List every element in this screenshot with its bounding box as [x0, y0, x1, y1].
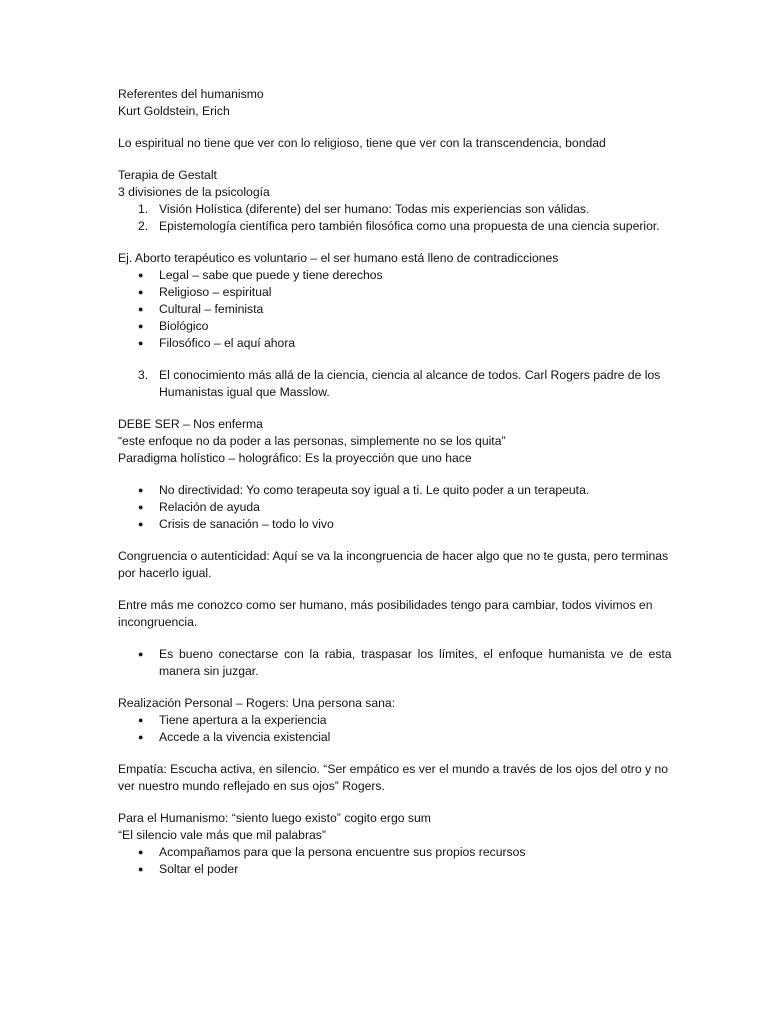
- list-item-text: Legal – sabe que puede y tiene derechos: [159, 268, 383, 282]
- list-item-text: El conocimiento más allá de la ciencia, ciencia al alcance de todos. Carl Rogers padre de los: [159, 368, 661, 382]
- list-item-text: Filosófico – el aquí ahora: [159, 336, 296, 350]
- bullet-icon: ●: [138, 485, 144, 495]
- paragraph-entre-1: Entre más me conozco como ser humano, más posibilidades tengo para cambiar, todos vivimos en: [118, 598, 653, 612]
- list-item: [118, 301, 658, 318]
- paragraph-empatia-2: ver nuestro mundo reflejado en sus ojos” Rogers.: [118, 779, 385, 793]
- list-item: [118, 335, 658, 352]
- bullet-icon: ●: [138, 304, 144, 314]
- heading-realizacion: Realización Personal – Rogers: Una persona sana:: [118, 696, 396, 710]
- list-item-text: Epistemología científica pero también filosófica como una propuesta de una ciencia superior.: [159, 219, 660, 233]
- list-number: 2.: [138, 219, 149, 233]
- list-item: [118, 729, 658, 746]
- list-item: [118, 646, 672, 680]
- list-item: [118, 712, 658, 729]
- heading-gestalt: Terapia de Gestalt: [118, 168, 217, 182]
- numbered-list-continued: [118, 367, 661, 401]
- bullet-list-realizacion: [118, 712, 658, 746]
- list-item-text: Biológico: [159, 319, 209, 333]
- list-item-text: manera sin juzgar.: [159, 664, 259, 678]
- document-title: Referentes del humanismo: [118, 87, 264, 101]
- quote-enfoque: “este enfoque no da poder a las personas, simplemente no se los quita”: [118, 434, 506, 448]
- list-item-text: Relación de ayuda: [159, 500, 260, 514]
- bullet-list-rabia: [118, 646, 672, 680]
- list-item-text: Tiene apertura a la experiencia: [159, 713, 327, 727]
- document-page: [118, 86, 672, 878]
- list-item: [118, 218, 658, 235]
- list-item: [118, 499, 658, 516]
- bullet-list-paradigma: [118, 482, 658, 533]
- list-item: [118, 267, 658, 284]
- list-item-text: Acompañamos para que la persona encuentre sus propios recursos: [159, 845, 526, 859]
- list-item-text: Accede a la vivencia existencial: [159, 730, 331, 744]
- bullet-icon: ●: [138, 519, 144, 529]
- paragraph-espiritual: Lo espiritual no tiene que ver con lo religioso, tiene que ver con la transcendencia, bondad: [118, 136, 606, 150]
- list-item: [118, 201, 658, 218]
- list-item-text: Humanistas igual que Masslow.: [159, 385, 330, 399]
- paragraph-humanismo: Para el Humanismo: “siento luego existo” cogito ergo sum: [118, 811, 431, 825]
- bullet-icon: ●: [138, 321, 144, 331]
- bullet-icon: ●: [138, 502, 144, 512]
- document-authors: Kurt Goldstein, Erich: [118, 104, 230, 118]
- list-item: [118, 318, 658, 335]
- bullet-icon: ●: [138, 864, 144, 874]
- list-item-text: Es bueno conectarse con la rabia, traspasar los límites, el enfoque humanista ve de esta: [159, 647, 672, 661]
- bullet-icon: ●: [138, 287, 144, 297]
- list-item: [118, 367, 661, 401]
- bullet-icon: ●: [138, 338, 144, 348]
- numbered-list: [118, 201, 658, 235]
- list-item-text: No directividad: Yo como terapeuta soy igual a ti. Le quito poder a un terapeuta.: [159, 483, 590, 497]
- paragraph-aborto: Ej. Aborto terapéutico es voluntario – el ser humano está lleno de contradicciones: [118, 251, 559, 265]
- bullet-icon: ●: [138, 649, 144, 659]
- bullet-list-final: [118, 844, 658, 878]
- paragraph-entre-2: incongruencia.: [118, 615, 198, 629]
- list-item-text: Soltar el poder: [159, 862, 239, 876]
- list-number: 3.: [138, 368, 149, 382]
- heading-divisiones: 3 divisiones de la psicología: [118, 185, 270, 199]
- heading-debe-ser: DEBE SER – Nos enferma: [118, 417, 263, 431]
- list-item: [118, 482, 658, 499]
- list-item: [118, 844, 658, 861]
- list-item-text: Visión Holística (diferente) del ser humano: Todas mis experiencias son válidas.: [159, 202, 590, 216]
- paragraph-congruencia-2: por hacerlo igual.: [118, 566, 212, 580]
- paragraph-empatia-1: Empatía: Escucha activa, en silencio. “Ser empático es ver el mundo a través de los ojos del otro y no: [118, 762, 669, 776]
- paragraph-congruencia-1: Congruencia o autenticidad: Aquí se va la incongruencia de hacer algo que no te gusta, pero terminas: [118, 549, 669, 563]
- list-item-text: Crisis de sanación – todo lo vivo: [159, 517, 334, 531]
- list-number: 1.: [138, 202, 149, 216]
- bullet-list-aborto: [118, 267, 658, 352]
- bullet-icon: ●: [138, 847, 144, 857]
- bullet-icon: ●: [138, 732, 144, 742]
- bullet-icon: ●: [138, 270, 144, 280]
- list-item-text: Religioso – espiritual: [159, 285, 272, 299]
- list-item: [118, 516, 658, 533]
- quote-silencio: “El silencio vale más que mil palabras”: [118, 828, 326, 842]
- list-item: [118, 861, 658, 878]
- bullet-icon: ●: [138, 715, 144, 725]
- list-item-text: Cultural – feminista: [159, 302, 264, 316]
- paragraph-paradigma: Paradigma holístico – holográfico: Es la proyección que uno hace: [118, 451, 472, 465]
- list-item: [118, 284, 658, 301]
